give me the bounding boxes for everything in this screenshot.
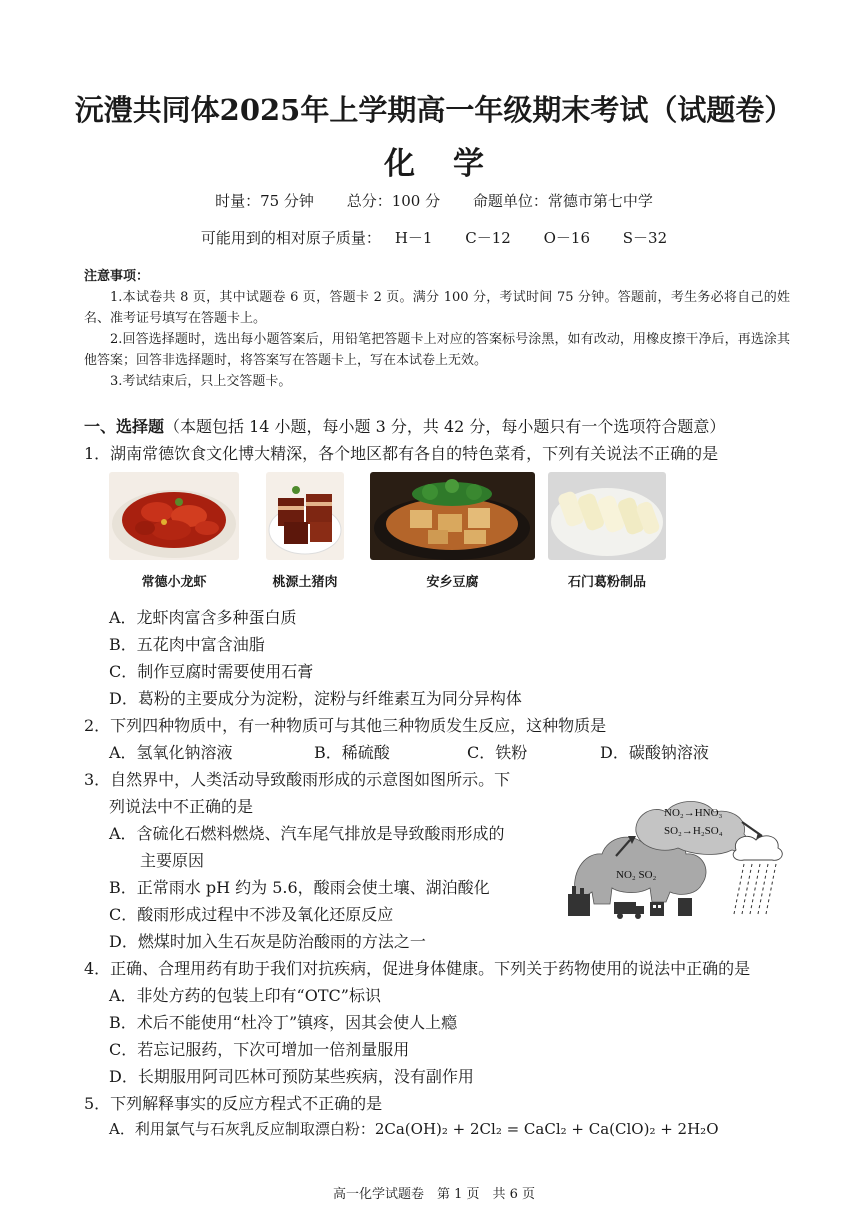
q3-option-a: A．含硫化石燃料燃烧、汽车尾气排放是导致酸雨形成的 xyxy=(109,824,505,843)
atomic-s: S－32 xyxy=(622,229,668,247)
crayfish-photo xyxy=(109,472,239,560)
diagram-label-no2: NO₂→HNO₃ xyxy=(664,807,723,819)
q5-option-a: A．利用氯气与石灰乳反应制取漂白粉：2Ca(OH)₂ + 2Cl₂ = CaCl₂ + Ca(ClO)₂ + 2H₂O xyxy=(109,1120,719,1138)
exam-title: 沅澧共同体2025年上学期高一年级期末考试（试题卷） xyxy=(74,93,794,127)
notice-item-3: 3.考试结束后，只上交答题卡。 xyxy=(110,374,292,389)
diagram-cloud-label: NO₂ SO₂ xyxy=(616,869,657,881)
q2-option-b: B．稀硫酸 xyxy=(314,743,390,762)
q2-option-d: D．碳酸钠溶液 xyxy=(600,743,709,762)
atomic-o: O－16 xyxy=(543,229,590,247)
q3-option-c: C．酸雨形成过程中不涉及氧化还原反应 xyxy=(109,905,394,924)
question-3-stem-line2: 列说法中不正确的是 xyxy=(109,797,254,816)
notice-heading: 注意事项： xyxy=(84,269,150,284)
question-2-stem: 2．下列四种物质中，有一种物质可与其他三种物质发生反应，这种物质是 xyxy=(84,716,607,735)
q4-option-d: D．长期服用阿司匹林可预防某些疾病，没有副作用 xyxy=(109,1067,474,1086)
section-name: 一、选择题 xyxy=(84,417,165,436)
q3-option-b: B．正常雨水 pH 约为 5.6，酸雨会使土壤、湖泊酸化 xyxy=(109,878,490,897)
section-desc: （本题包括 14 小题，每小题 3 分，共 42 分，每小题只有一个选项符合题意） xyxy=(164,417,726,436)
kudzu-photo xyxy=(548,472,666,560)
acid-rain-diagram xyxy=(566,792,788,922)
q1-option-d: D．葛粉的主要成分为淀粉，淀粉与纤维素互为同分异构体 xyxy=(109,689,522,708)
atomic-label: 可能用到的相对原子质量： xyxy=(200,229,381,247)
atomic-h: H－1 xyxy=(394,229,433,247)
diagram-label-so2: SO₂→H₂SO₄ xyxy=(664,825,723,837)
q3-option-d: D．燃煤时加入生石灰是防治酸雨的方法之一 xyxy=(109,932,426,951)
q4-option-b: B．术后不能使用“杜冷丁”镇疼，因其会使人上瘾 xyxy=(109,1013,458,1032)
tofu-photo xyxy=(370,472,535,560)
question-5-stem: 5．下列解释事实的反应方程式不正确的是 xyxy=(84,1094,383,1113)
caption-crayfish: 常德小龙虾 xyxy=(141,575,207,590)
section-heading xyxy=(84,414,725,437)
question-4-stem: 4．正确、合理用药有助于我们对抗疾病，促进身体健康。下列关于药物使用的说法中正确的是 xyxy=(84,959,751,978)
exam-time: 时量：75 分钟 xyxy=(215,192,314,210)
q1-option-b: B．五花肉中富含油脂 xyxy=(109,635,265,654)
notice-item-2: 2.回答选择题时，选出每小题答案后，用铅笔把答题卡上对应的答案标号涂黑，如有改动，用橡皮擦干净后，再选涂其他答案；回答非选择题时，将答案写在答题卡上，写在本试卷上无效。 xyxy=(84,332,790,368)
q4-option-c: C．若忘记服药，下次可增加一倍剂量服用 xyxy=(109,1040,410,1059)
q2-option-c: C．铁粉 xyxy=(467,743,528,762)
question-1-stem: 1．湖南常德饮食文化博大精深，各个地区都有各自的特色菜肴，下列有关说法不正确的是 xyxy=(84,444,719,463)
question-3-stem-line1: 3．自然界中，人类活动导致酸雨形成的示意图如图所示。下 xyxy=(84,770,511,789)
notice-item-1: 1.本试卷共 8 页，其中试题卷 6 页，答题卡 2 页。满分 100 分，考试时间 75 分钟。答题前，考生务必将自己的姓名、准考证号填写在答题卡上。 xyxy=(84,290,790,326)
exam-score: 总分：100 分 xyxy=(346,192,441,210)
caption-kudzu: 石门葛粉制品 xyxy=(567,575,646,590)
notice-block xyxy=(84,266,790,392)
exam-unit: 命题单位：常德市第七中学 xyxy=(472,192,653,210)
q2-option-a: A．氢氧化钠溶液 xyxy=(109,743,233,762)
q1-option-a: A．龙虾肉富含多种蛋白质 xyxy=(109,608,297,627)
atomic-masses xyxy=(0,227,868,248)
q1-option-c: C．制作豆腐时需要使用石膏 xyxy=(109,662,314,681)
caption-pork: 桃源土猪肉 xyxy=(272,575,338,590)
subject-title: 化学 xyxy=(384,146,522,182)
q3-option-a-cont: 主要原因 xyxy=(140,851,205,870)
pork-photo xyxy=(266,472,344,560)
page-footer: 高一化学试题卷 第 1 页 共 6 页 xyxy=(332,1187,536,1202)
atomic-c: C－12 xyxy=(465,229,511,247)
q4-option-a: A．非处方药的包装上印有“OTC”标识 xyxy=(109,986,381,1005)
exam-meta xyxy=(0,190,868,211)
caption-tofu: 安乡豆腐 xyxy=(426,575,479,590)
